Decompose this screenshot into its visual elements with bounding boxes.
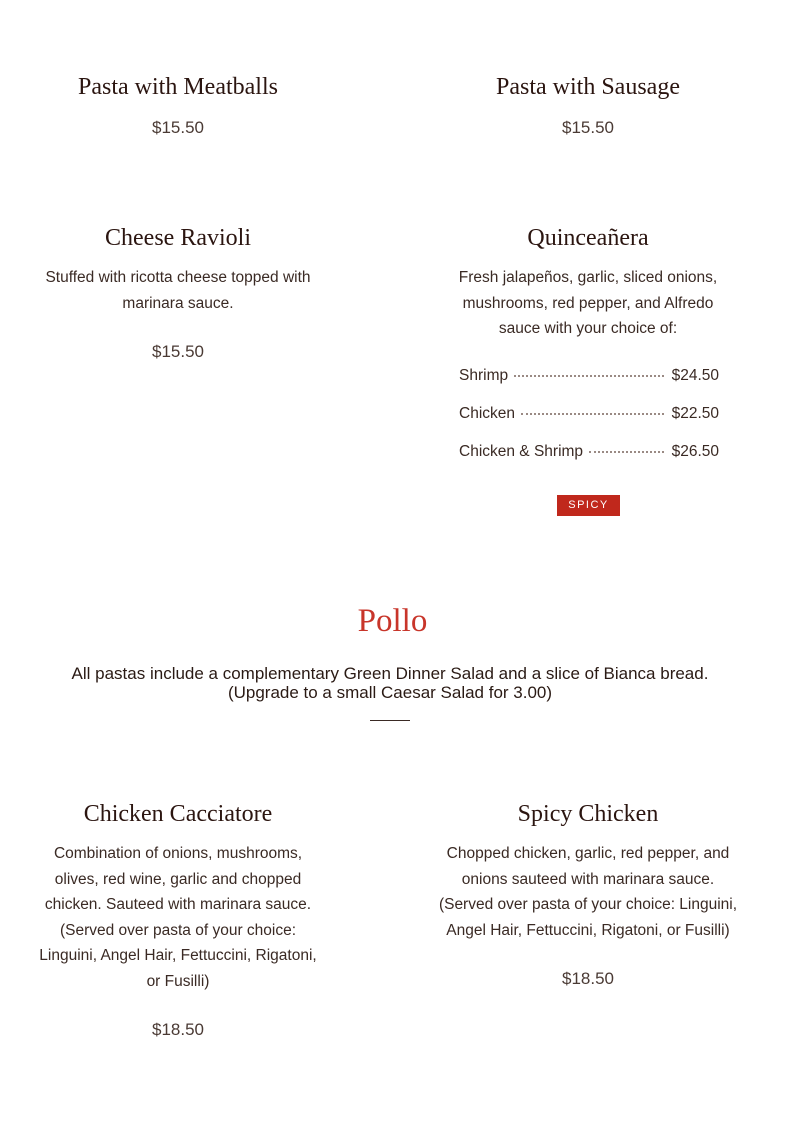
section-note (0, 664, 780, 702)
item-description: Fresh jalapeños, garlic, sliced onions, mushrooms, red pepper, and Alfredo sauce with your choice of: (458, 269, 718, 337)
dot-leader (514, 375, 663, 377)
item-title: Quinceañera (527, 225, 649, 251)
spicy-badge: SPICY (557, 495, 620, 516)
menu-item-spicy-chicken (436, 799, 740, 991)
option-row-shrimp (459, 367, 719, 391)
option-row-chicken-shrimp (459, 443, 719, 467)
option-price: $22.50 (671, 405, 719, 422)
option-name: Shrimp (459, 367, 509, 384)
section-title: Pollo (357, 603, 428, 639)
item-price: $15.50 (152, 118, 204, 137)
item-title: Cheese Ravioli (105, 225, 251, 251)
menu-item-pasta-sausage (438, 72, 738, 140)
menu-item-cheese-ravioli (28, 223, 328, 364)
item-price: $18.50 (562, 969, 614, 988)
dot-leader (589, 451, 664, 453)
menu-item-quinceanera (438, 223, 738, 342)
option-price: $24.50 (671, 367, 719, 384)
item-price: $18.50 (152, 1020, 204, 1039)
option-price: $26.50 (671, 443, 719, 460)
item-title: Pasta with Meatballs (78, 74, 278, 100)
option-name: Chicken & Shrimp (459, 443, 584, 460)
section-note-line1: All pastas include a complementary Green Dinner Salad and a slice of Bianca bread. (71, 664, 709, 683)
item-price: $15.50 (562, 118, 614, 137)
item-title: Pasta with Sausage (496, 74, 680, 100)
option-name: Chicken (459, 405, 515, 422)
section-divider (370, 720, 410, 721)
item-title: Chicken Cacciatore (83, 801, 273, 827)
menu-item-chicken-cacciatore (30, 799, 326, 1042)
option-row-chicken (459, 405, 719, 429)
item-price: $15.50 (152, 342, 204, 361)
item-title: Spicy Chicken (517, 801, 659, 827)
menu-item-pasta-meatballs (28, 72, 328, 140)
item-description: Stuffed with ricotta cheese topped with marinara sauce. (45, 269, 311, 312)
item-description: Chopped chicken, garlic, red pepper, and onions sauteed with marinara sauce. (Served over pasta of your choice: Linguini, Angel Hair, Fettuccini, Rigatoni, or Fusilli) (438, 845, 738, 939)
item-description: Combination of onions, mushrooms, olives, red wine, garlic and chopped chicken. Sauteed with marinara sauce. (Served over pasta of your choice: Linguini, Angel Hair, Fettuccini, Rigatoni, or Fusilli) (39, 845, 317, 990)
dot-leader (521, 413, 664, 415)
section-note-line2: (Upgrade to a small Caesar Salad for 3.00) (227, 683, 553, 702)
